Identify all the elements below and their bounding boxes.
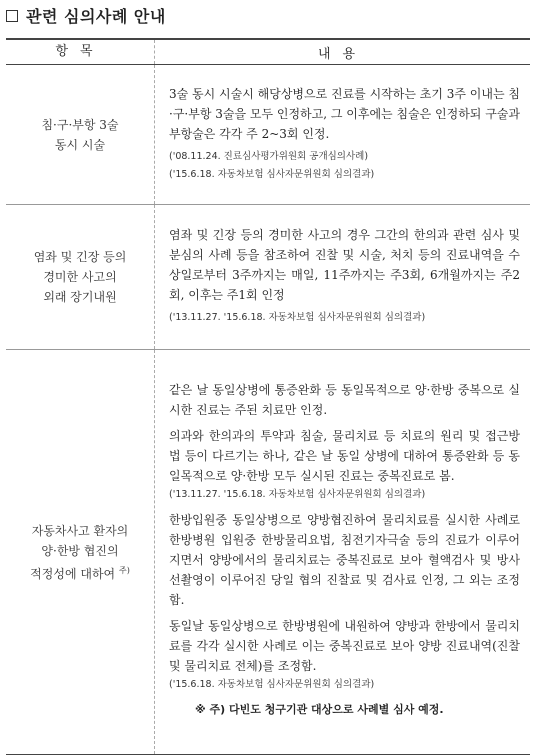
citation: ('15.6.18. 자동차보험 심사자문위원회 심의결과): [169, 168, 375, 180]
table-row: [6, 65, 530, 205]
table-row: [6, 205, 530, 350]
page-title-text: 관련 심의사례 안내: [26, 7, 166, 26]
content-paragraph: 동일날 동일상병으로 한방병원에 내원하여 양방과 한방에서 물리치료를 각각 실시한 사례로 이는 중복진료로 보아 양방 진료내역(진찰 및 물리치료 전체)를 조정함.: [169, 619, 520, 673]
footnote-note: ※ 주) 다빈도 청구기관 대상으로 사례별 심사 예정.: [195, 703, 444, 716]
content-paragraph: 한방입원중 동일상병으로 양방협진하여 물리치료를 실시한 사례로 한방병원 입원중 한방물리요법, 침전기자극술 등의 진료가 이루어지면서 양방에서의 물리치료는 중복진료로 보아 혈액검사 및 방사선촬영이 이루어진 당일 협의 진찰료 및 검사료 인정, 그 외는 조정함.: [169, 513, 521, 607]
row-content-cell: [155, 205, 531, 350]
row-content-cell: [155, 65, 531, 205]
table-header-row: [6, 39, 530, 65]
checkbox-square-icon: [6, 10, 18, 22]
citation: ('08.11.24. 진료심사평가위원회 공개심의사례): [169, 150, 369, 162]
content-paragraph: 의과와 한의과의 투약과 침술, 물리치료 등 치료의 원리 및 접근방법 등이 다르기는 하나, 같은 날 동일 상병에 대하여 통증완화 등 동일목적으로 양·한방 모두 실시된 진료는 중복진료로 봄.: [169, 429, 520, 483]
row-item-label: 염좌 및 긴장 등의 경미한 사고의 외래 장기내원: [33, 250, 127, 304]
row-item-label: 자동차사고 환자의 양·한방 협진의 적정성에 대하여 $^{주)}$: [30, 523, 130, 581]
review-cases-table: [6, 38, 530, 755]
citation: ('13.11.27. '15.6.18. 자동차보험 심사자문위원회 심의결과): [169, 489, 426, 500]
page-title: [6, 4, 166, 27]
citation: ('13.11.27. '15.6.18. 자동차보험 심사자문위원회 심의결과): [169, 312, 426, 323]
column-header-item: 항목: [6, 39, 155, 65]
row-item-cell: [6, 350, 155, 755]
table-row: [6, 350, 530, 755]
row-item-label: 침·구·부항 3술 동시 시술: [41, 117, 119, 152]
content-paragraph: 염좌 및 긴장 등의 경미한 사고의 경우 그간의 한의과 관련 심사 및 분심의 사례 등을 참조하여 진찰 및 시술, 처치 등의 진료내역을 수상일로부터 3주까지는 매일, 11주까지는 주3회, 6개월까지는 주2회, 이후는 주1회 인정: [169, 228, 520, 302]
citation: ('15.6.18. 자동차보험 심사자문위원회 심의결과): [169, 679, 375, 690]
row-content-cell: [155, 350, 531, 755]
content-paragraph: 3술 동시 시술시 해당상병으로 진료를 시작하는 초기 3주 이내는 침·구·부항 3술을 모두 인정하고, 그 이후에는 침술은 인정하되 구술과 부항술은 각각 주 2~3회 인정.: [169, 86, 520, 141]
column-header-content: 내용: [155, 39, 531, 65]
row-item-cell: [6, 65, 155, 205]
footnote-marker: 주): [118, 565, 130, 575]
content-paragraph: 같은 날 동일상병에 통증완화 등 동일목적으로 양·한방 중복으로 실시한 진료는 주된 치료만 인정.: [169, 383, 520, 417]
row-item-cell: [6, 205, 155, 350]
